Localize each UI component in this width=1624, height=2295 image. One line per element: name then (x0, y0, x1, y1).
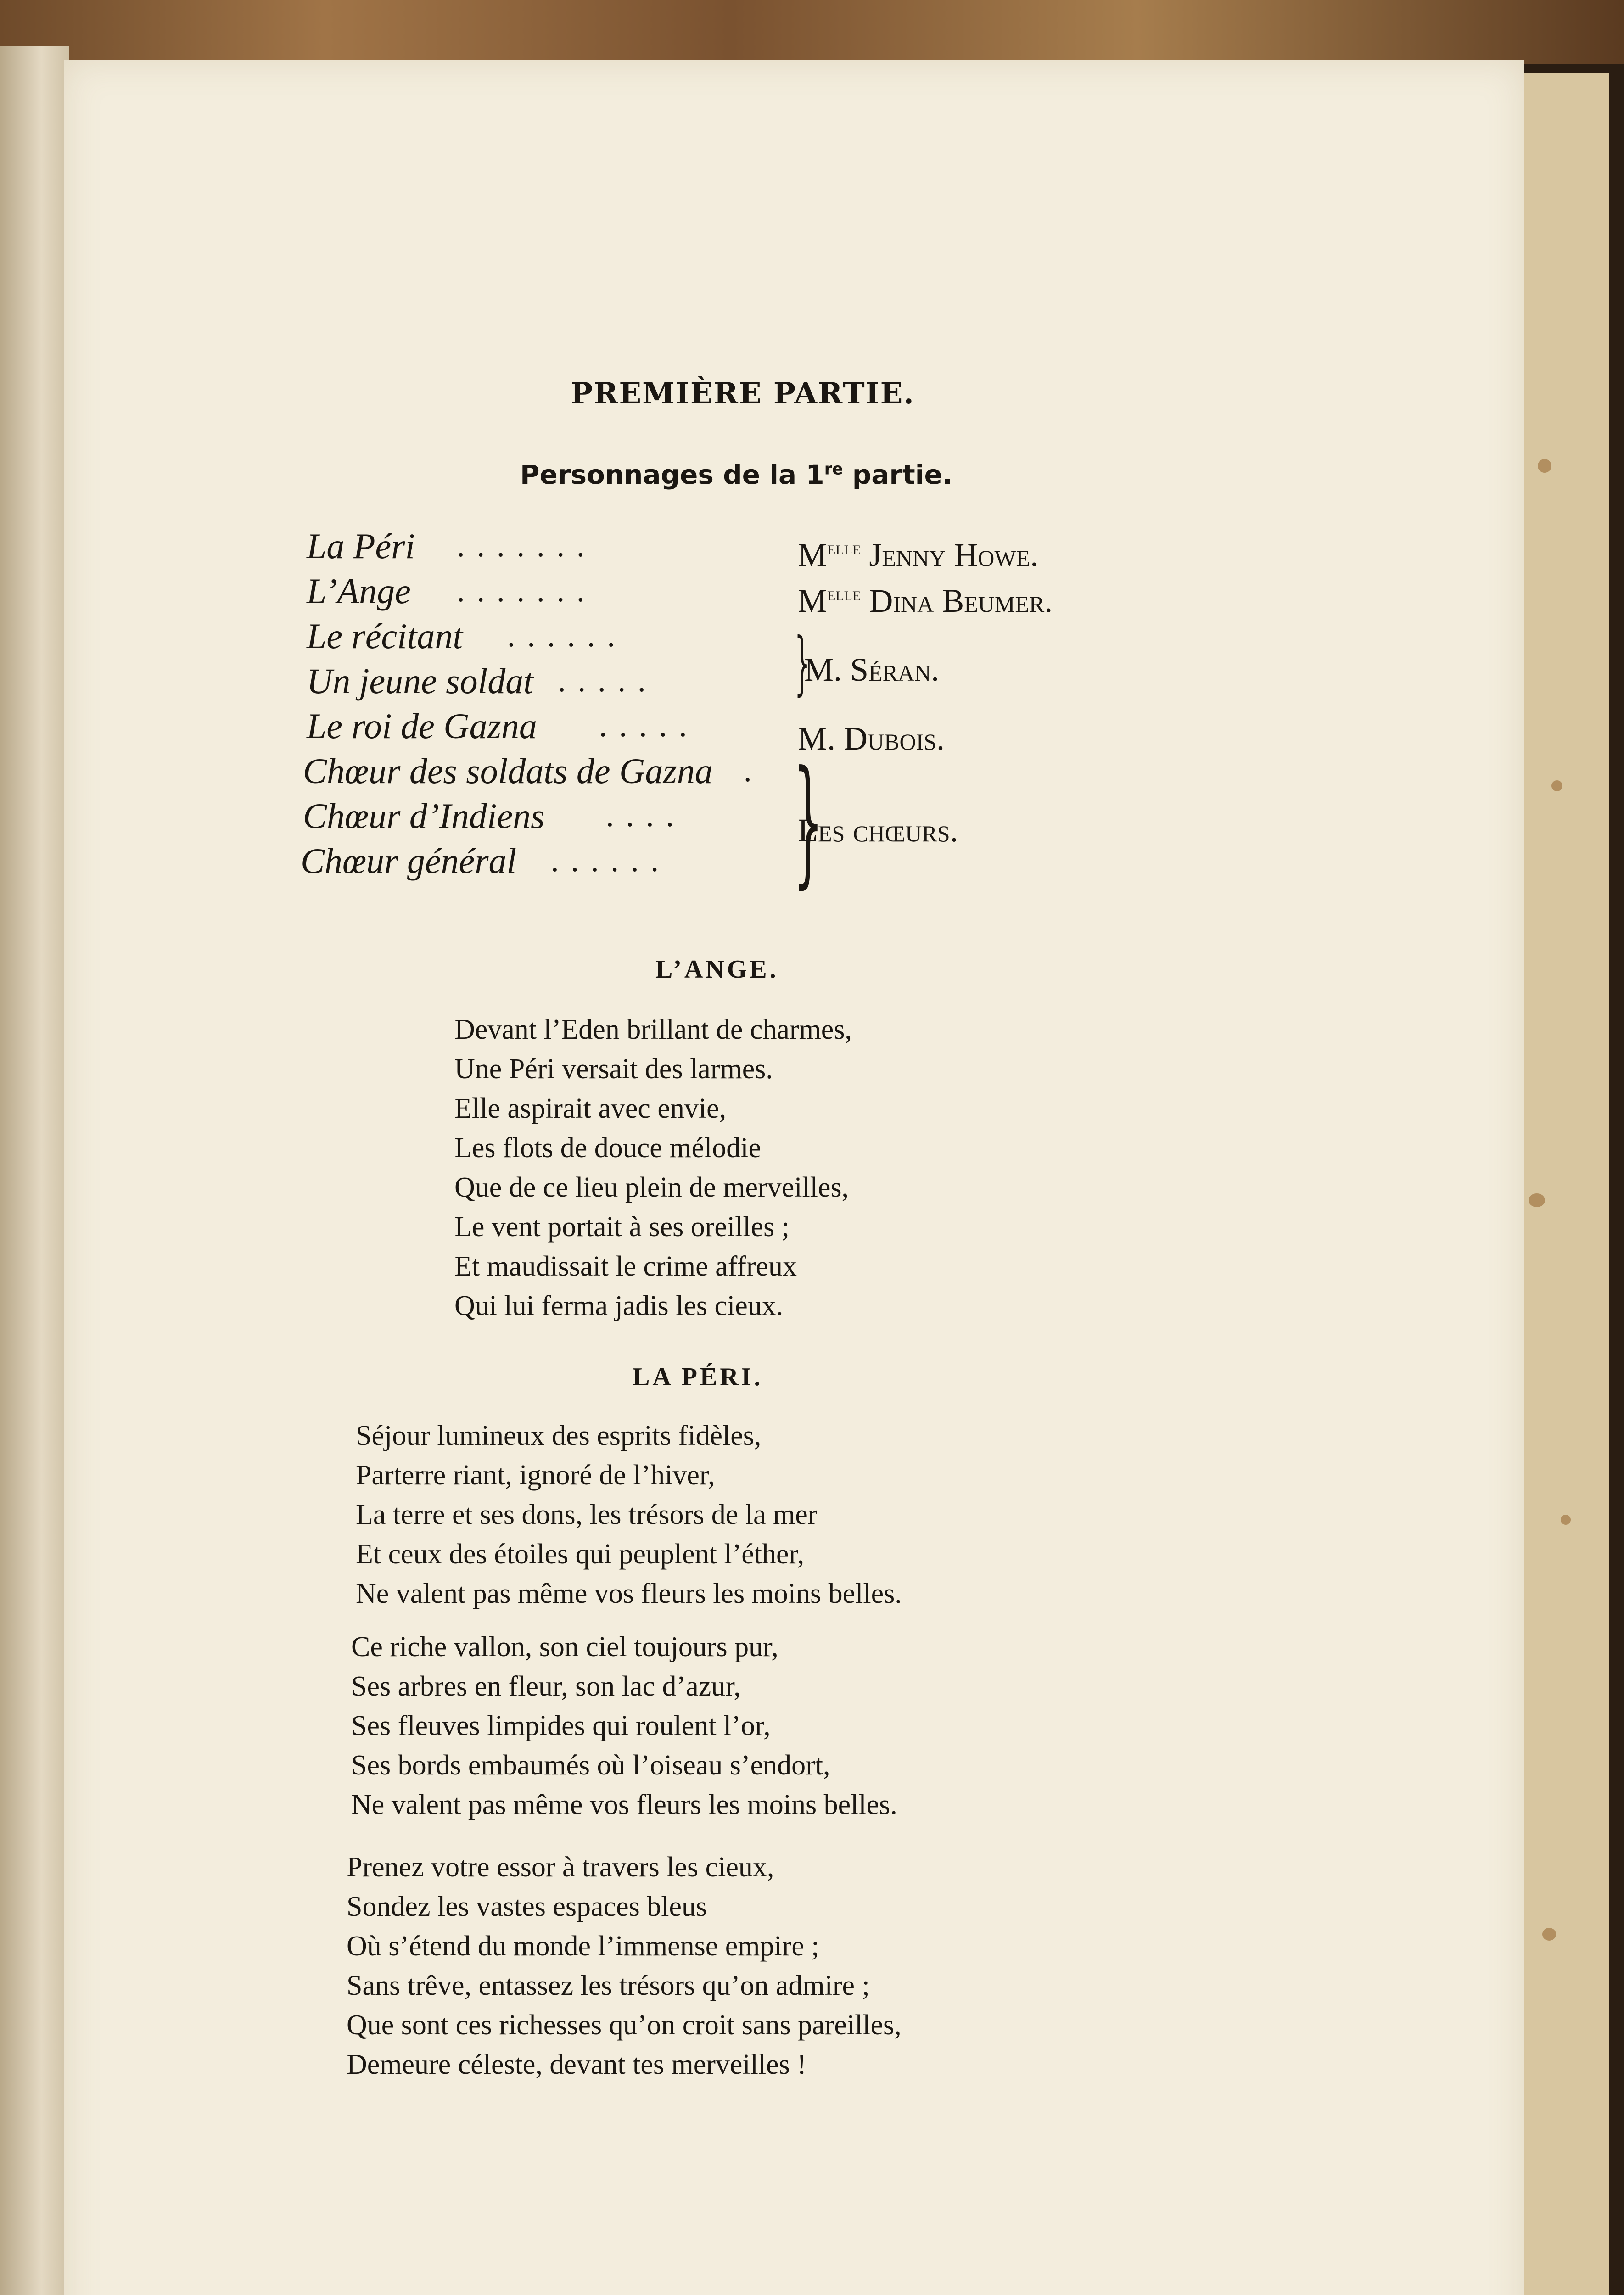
verse-line: Le vent portait à ses oreilles ; (454, 1211, 790, 1243)
foxing-spot (1538, 459, 1551, 473)
cast-role: Un jeune soldat (307, 661, 533, 701)
leader-dots: ...... (507, 618, 627, 654)
speaker-label: LA PÉRI. (633, 1363, 763, 1391)
cast-role: Le récitant (307, 616, 463, 656)
verse-line: Ce riche vallon, son ciel toujours pur, (351, 1631, 778, 1662)
cast-actor: Les chœurs. (798, 812, 958, 849)
verse-line: Ses arbres en fleur, son lac d’azur, (351, 1671, 741, 1702)
cast-role: Le roi de Gazna (307, 706, 537, 746)
left-page-edge (0, 46, 69, 2295)
leader-dots: . (744, 753, 764, 789)
verse-line: Et ceux des étoiles qui peuplent l’éther, (356, 1539, 805, 1570)
leader-dots: .... (606, 798, 686, 834)
leader-dots: ....... (457, 573, 597, 609)
foxing-spot (1551, 780, 1562, 791)
book-top-edge (0, 0, 1624, 64)
verse-line: Une Péri versait des larmes. (454, 1053, 773, 1085)
leader-dots: ...... (551, 843, 671, 879)
verse-line: Où s’étend du monde l’immense empire ; (347, 1931, 819, 1962)
verse-line: Et maudissait le crime affreux (454, 1251, 797, 1282)
leader-dots: ....... (457, 528, 597, 564)
foxing-spot (1542, 1928, 1556, 1941)
verse-line: Demeure céleste, devant tes merveilles ! (347, 2049, 806, 2080)
cast-actor: M. Séran. (804, 651, 940, 688)
cast-actor: M. Dubois. (798, 720, 945, 757)
verse-line: Ne valent pas même vos fleurs les moins belles. (351, 1789, 897, 1820)
verse-line: Ne valent pas même vos fleurs les moins belles. (356, 1578, 902, 1609)
stanza (347, 1847, 902, 2084)
stanza (351, 1627, 897, 1825)
verse-line: Devant l’Eden brillant de charmes, (454, 1014, 852, 1045)
verse-line: La terre et ses dons, les trésors de la mer (356, 1499, 818, 1530)
leader-dots: ..... (599, 708, 699, 744)
cast-role: L’Ange (307, 571, 411, 611)
verse-line: Séjour lumineux des esprits fidèles, (356, 1420, 762, 1451)
verse-line: Ses fleuves limpides qui roulent l’or, (351, 1710, 771, 1741)
verse-line: Elle aspirait avec envie, (454, 1093, 727, 1124)
brace: } (793, 741, 823, 901)
characters-heading: Personnages de la 1re partie. (520, 459, 952, 490)
brace: } (795, 623, 810, 703)
verse-line: Que sont ces richesses qu’on croit sans pareilles, (347, 2010, 902, 2041)
stanza (356, 1416, 902, 1613)
cast-role: Chœur d’Indiens (303, 796, 545, 836)
verse-line: Parterre riant, ignoré de l’hiver, (356, 1460, 715, 1491)
cast-actor: $M^{elle}$ Jenny Howe. (798, 537, 1039, 573)
verse-line: Qui lui ferma jadis les cieux. (454, 1290, 784, 1321)
verse-line: Prenez votre essor à travers les cieux, (347, 1852, 774, 1883)
stanza (454, 1010, 852, 1326)
verse-line: Sans trêve, entassez les trésors qu’on admire ; (347, 1970, 870, 2001)
cast-role: Chœur général (301, 841, 517, 881)
speaker-label: L’ANGE. (655, 955, 779, 984)
verse-line: Les flots de douce mélodie (454, 1132, 762, 1164)
cast-role: La Péri (307, 526, 415, 566)
leader-dots: ..... (558, 663, 658, 699)
cast-actor: $M^{elle}$ Dina Beumer. (798, 582, 1053, 619)
cast-role: Chœur des soldats de Gazna (303, 751, 713, 791)
foxing-spot (1561, 1515, 1571, 1525)
verse-line: Ses bords embaumés où l’oiseau s’endort, (351, 1750, 830, 1781)
verse-line: Sondez les vastes espaces bleus (347, 1891, 707, 1922)
verse-line: Que de ce lieu plein de merveilles, (454, 1172, 849, 1203)
part-title: PREMIÈRE PARTIE. (571, 376, 915, 411)
foxing-spot (1529, 1193, 1545, 1207)
